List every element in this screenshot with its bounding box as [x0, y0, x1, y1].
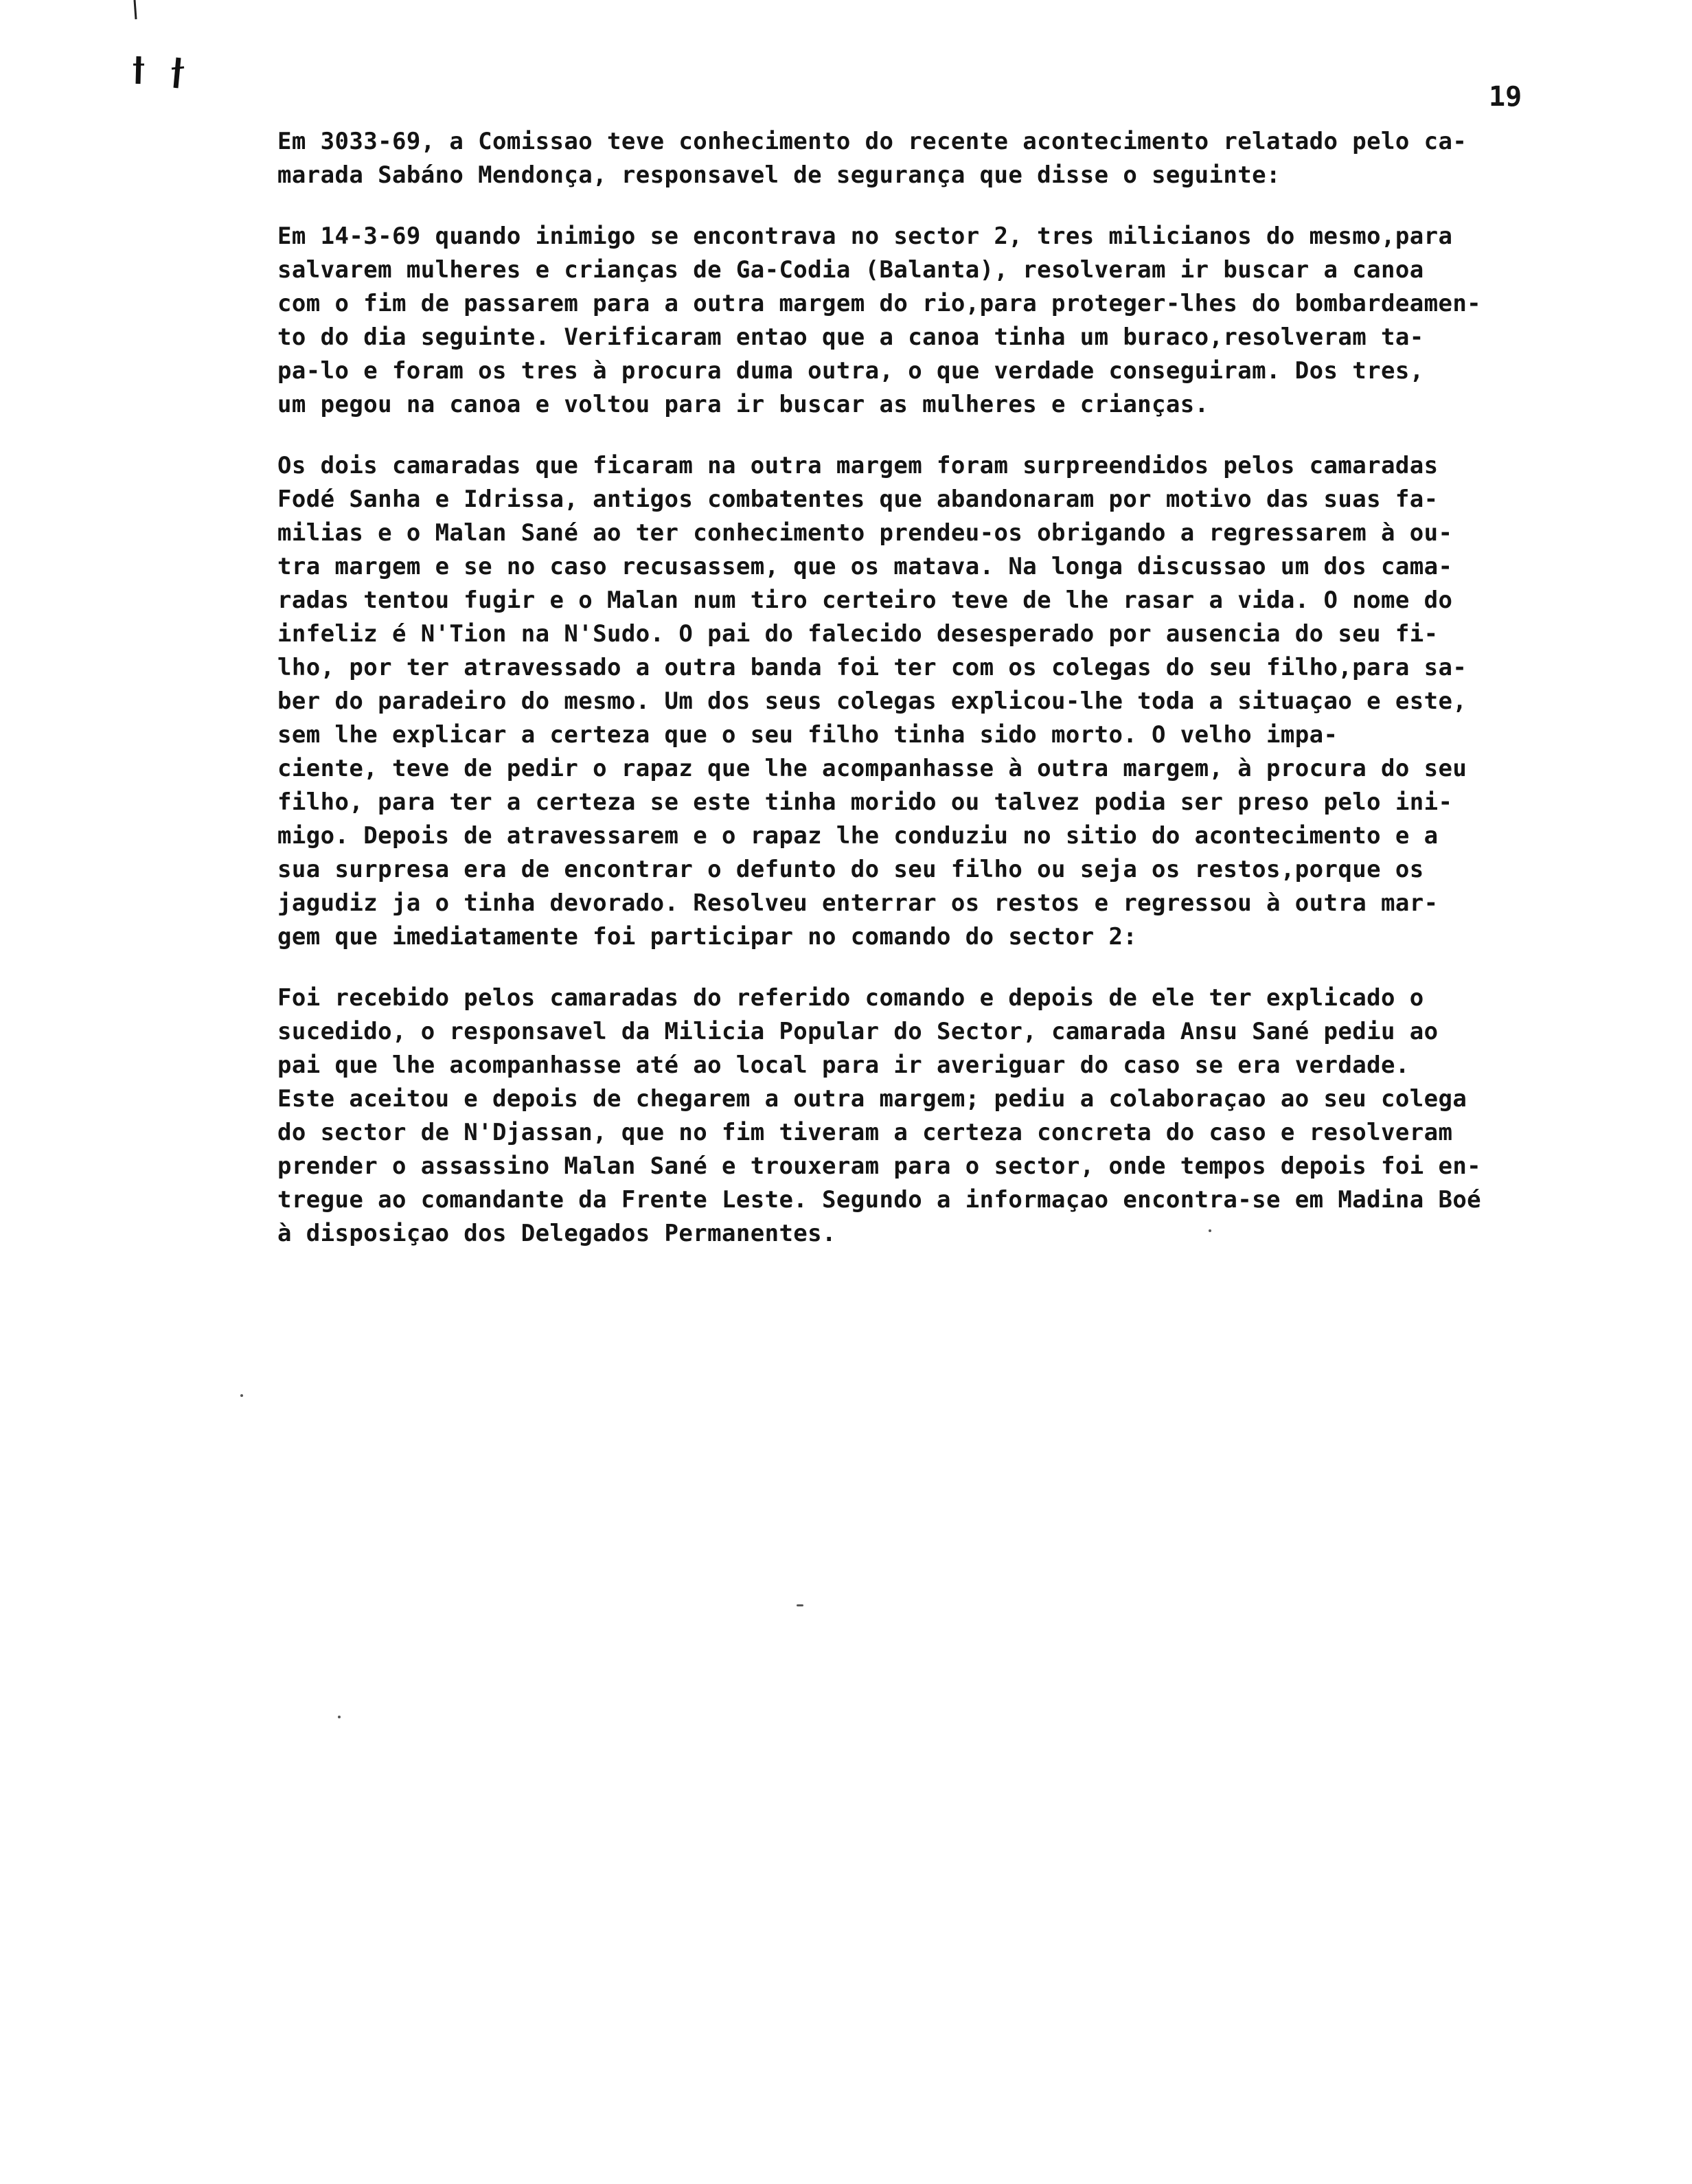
text-line: tra margem e se no caso recusassem, que os matava. Na longa discussao um dos cama- [277, 553, 1453, 580]
text-line: radas tentou fugir e o Malan num tiro certeiro teve de lhe rasar a vida. O nome do [277, 587, 1453, 614]
text-line: com o fim de passarem para a outra margem do rio,para proteger-lhes do bombardeamen- [277, 290, 1482, 317]
text-line: infeliz é N'Tion na N'Sudo. O pai do falecido desesperado por ausencia do seu fi- [277, 620, 1439, 648]
text-line: Os dois camaradas que ficaram na outra margem foram surpreendidos pelos camaradas [277, 452, 1439, 479]
paragraph-arrest [277, 981, 1637, 1251]
scan-speck [797, 1604, 803, 1606]
text-line: Foi recebido pelos camaradas do referido comando e depois de ele ter explicado o [277, 984, 1424, 1012]
page-number: 19 [1489, 81, 1522, 113]
text-line: gem que imediatamente foi participar no comando do sector 2: [277, 923, 1138, 951]
scan-speck [1209, 1229, 1211, 1232]
text-line: filho, para ter a certeza se este tinha morido ou talvez podia ser preso pelo ini- [277, 788, 1453, 816]
scan-speck [240, 1394, 243, 1397]
text-line: salvarem mulheres e crianças de Ga-Codia (Balanta), resolveram ir buscar a canoa [277, 256, 1424, 284]
text-line: prender o assassino Malan Sané e trouxeram para o sector, onde tempos depois foi en- [277, 1152, 1482, 1180]
text-line: do sector de N'Djassan, que no fim tiveram a certeza concreta do caso e resolveram [277, 1119, 1453, 1146]
text-line: ber do paradeiro do mesmo. Um dos seus colegas explicou-lhe toda a situaçao e este, [277, 687, 1467, 715]
text-line: Este aceitou e depois de chegarem a outra margem; pediu a colaboraçao ao seu colega [277, 1085, 1467, 1113]
text-line: sua surpresa era de encontrar o defunto do seu filho ou seja os restos,porque os [277, 856, 1424, 883]
text-line: jagudiz ja o tinha devorado. Resolveu enterrar os restos e regressou à outra mar- [277, 889, 1439, 917]
paragraph-intro [277, 125, 1637, 192]
document-body [277, 125, 1637, 1278]
margin-marks [132, 0, 214, 110]
text-line: um pegou na canoa e voltou para ir buscar as mulheres e crianças. [277, 391, 1209, 418]
text-line: to do dia seguinte. Verificaram entao que a canoa tinha um buraco,resolveram ta- [277, 323, 1424, 351]
text-line: ciente, teve de pedir o rapaz que lhe acompanhasse à outra margem, à procura do seu [277, 755, 1467, 782]
text-line: Em 3033-69, a Comissao teve conhecimento do recente acontecimento relatado pelo ca- [277, 128, 1467, 155]
paragraph-surprise [277, 449, 1637, 954]
text-line: milias e o Malan Sané ao ter conhecimento prendeu-os obrigando a regressarem à ou- [277, 519, 1453, 547]
text-line: Em 14-3-69 quando inimigo se encontrava no sector 2, tres milicianos do mesmo,para [277, 223, 1453, 250]
text-line: marada Sabáno Mendonça, responsavel de segurança que disse o seguinte: [277, 161, 1281, 189]
text-line: à disposiçao dos Delegados Permanentes. [277, 1220, 836, 1247]
text-line: pai que lhe acompanhasse até ao local para ir averiguar do caso se era verdade. [277, 1051, 1410, 1079]
text-line: pa-lo e foram os tres à procura duma outra, o que verdade conseguiram. Dos tres, [277, 357, 1424, 385]
text-line: lho, por ter atravessado a outra banda foi ter com os colegas do seu filho,para sa- [277, 654, 1467, 681]
text-line: migo. Depois de atravessarem e o rapaz lhe conduziu no sitio do acontecimento e a [277, 822, 1439, 850]
paragraph-incident [277, 220, 1637, 422]
scan-speck [338, 1716, 341, 1718]
text-line: Fodé Sanha e Idrissa, antigos combatentes que abandonaram por motivo das suas fa- [277, 486, 1439, 513]
text-line: tregue ao comandante da Frente Leste. Segundo a informaçao encontra-se em Madina Boé [277, 1186, 1482, 1214]
text-line: sucedido, o responsavel da Milicia Popular do Sector, camarada Ansu Sané pediu ao [277, 1018, 1439, 1045]
text-line: sem lhe explicar a certeza que o seu filho tinha sido morto. O velho impa- [277, 721, 1338, 749]
